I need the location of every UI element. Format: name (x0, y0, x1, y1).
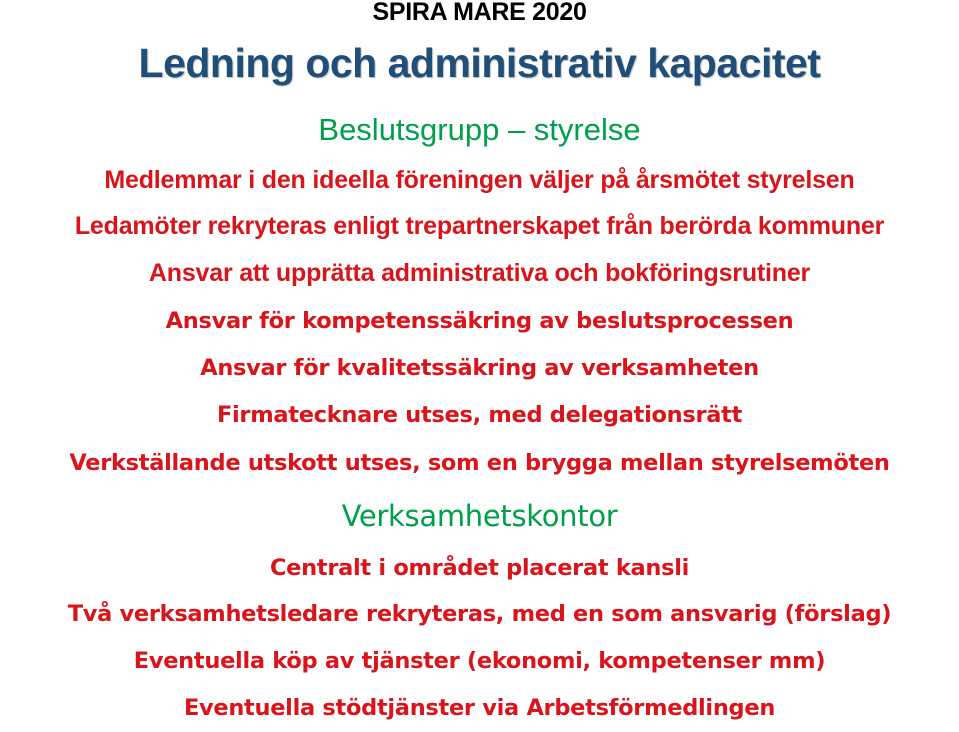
section-heading-beslutsgrupp: Beslutsgrupp – styrelse (318, 112, 641, 147)
slide-title: Ledning och administrativ kapacitet (138, 40, 821, 86)
section1-item: Ansvar för kompetenssäkring av beslutsprocessen (165, 308, 794, 334)
section1-item: Verkställande utskott utses, som en brygga mellan styrelsemöten (69, 450, 890, 476)
section1-item: Ledamöter rekryteras enligt trepartnerskapet från berörda kommuner (74, 212, 885, 240)
section1-item: Medlemmar i den ideella föreningen väljer på årsmötet styrelsen (104, 166, 855, 194)
slide-kicker: SPIRA MARE 2020 (372, 0, 587, 26)
section2-item: Eventuella stödtjänster via Arbetsförmedlingen (183, 695, 776, 721)
section1-item: Firmatecknare utses, med delegationsrätt (216, 402, 743, 428)
section2-item: Centralt i området placerat kansli (269, 555, 690, 581)
section2-item: Två verksamhetsledare rekryteras, med en som ansvarig (förslag) (67, 601, 892, 627)
section-heading-verksamhetskontor: Verksamhetskontor (341, 499, 618, 533)
section2-item: Eventuella köp av tjänster (ekonomi, kompetenser mm) (133, 648, 826, 674)
section1-item: Ansvar att upprätta administrativa och bokföringsrutiner (148, 259, 811, 287)
section1-item: Ansvar för kvalitetssäkring av verksamheten (200, 355, 759, 381)
